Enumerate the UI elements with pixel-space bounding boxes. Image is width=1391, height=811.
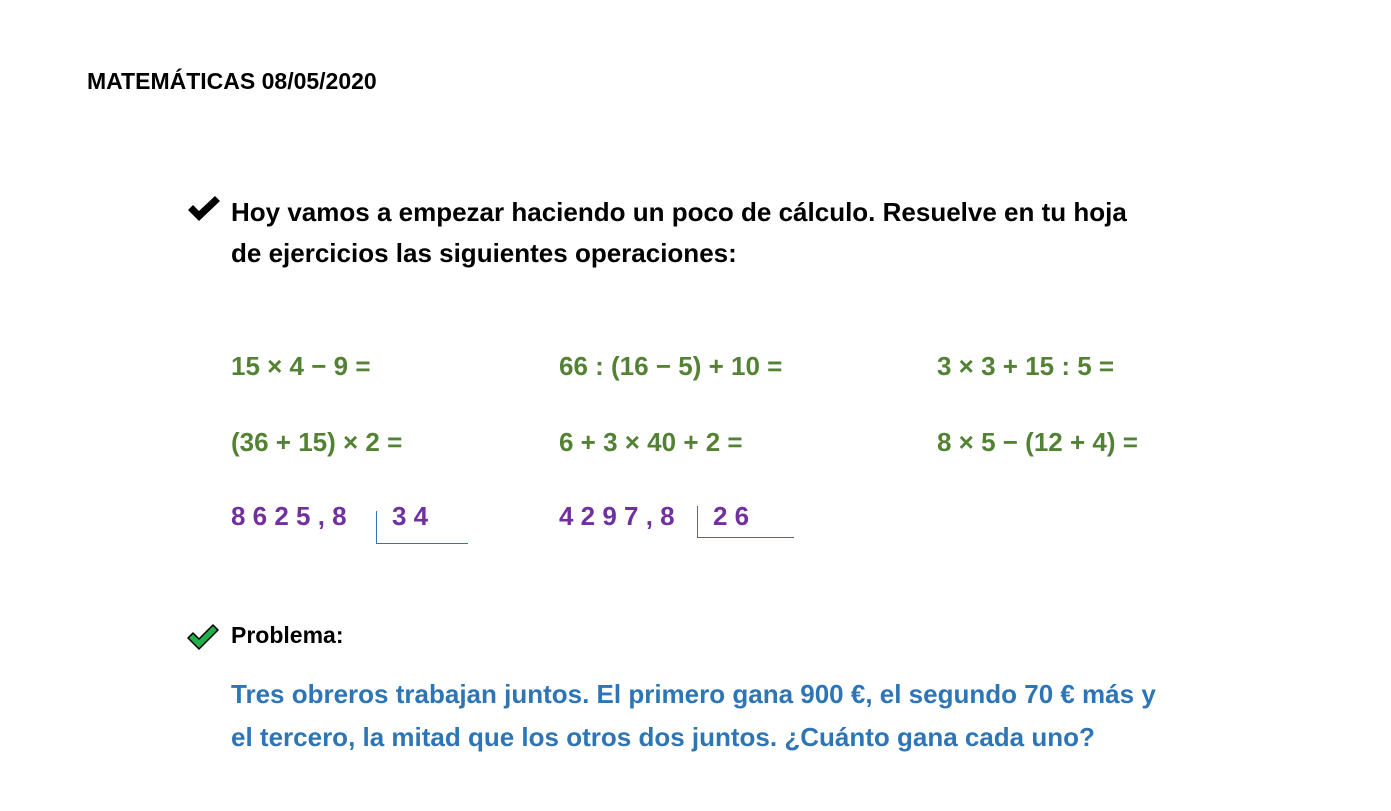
- division-dividend: 8 6 2 5 , 8: [231, 501, 347, 531]
- intro-line-2: de ejercicios las siguientes operaciones:: [231, 238, 737, 268]
- operation: 6 + 3 × 40 + 2 =: [559, 427, 743, 457]
- operation: 15 × 4 − 9 =: [231, 351, 371, 381]
- division-divisor: 2 6: [713, 501, 750, 531]
- green-checkmark-icon: [186, 623, 220, 651]
- division-divisor: 3 4: [392, 501, 429, 531]
- operation: (36 + 15) × 2 =: [231, 427, 403, 457]
- intro-text: [231, 192, 1127, 274]
- intro-line-1: Hoy vamos a empezar haciendo un poco de cálculo. Resuelve en tu hoja: [231, 197, 1127, 227]
- operation: 66 : (16 − 5) + 10 =: [559, 351, 783, 381]
- page-title: MATEMÁTICAS 08/05/2020: [87, 68, 377, 94]
- problem-text: [231, 673, 1156, 759]
- problem-line-2: el tercero, la mitad que los otros dos juntos. ¿Cuánto gana cada uno?: [231, 722, 1095, 752]
- problem-label: Problema:: [231, 622, 344, 648]
- division-dividend: 4 2 9 7 , 8: [559, 501, 675, 531]
- operation: 3 × 3 + 15 : 5 =: [937, 351, 1115, 381]
- checkmark-icon: [186, 194, 222, 224]
- operation: 8 × 5 − (12 + 4) =: [937, 427, 1138, 457]
- problem-line-1: Tres obreros trabajan juntos. El primero gana 900 €, el segundo 70 € más y: [231, 679, 1156, 709]
